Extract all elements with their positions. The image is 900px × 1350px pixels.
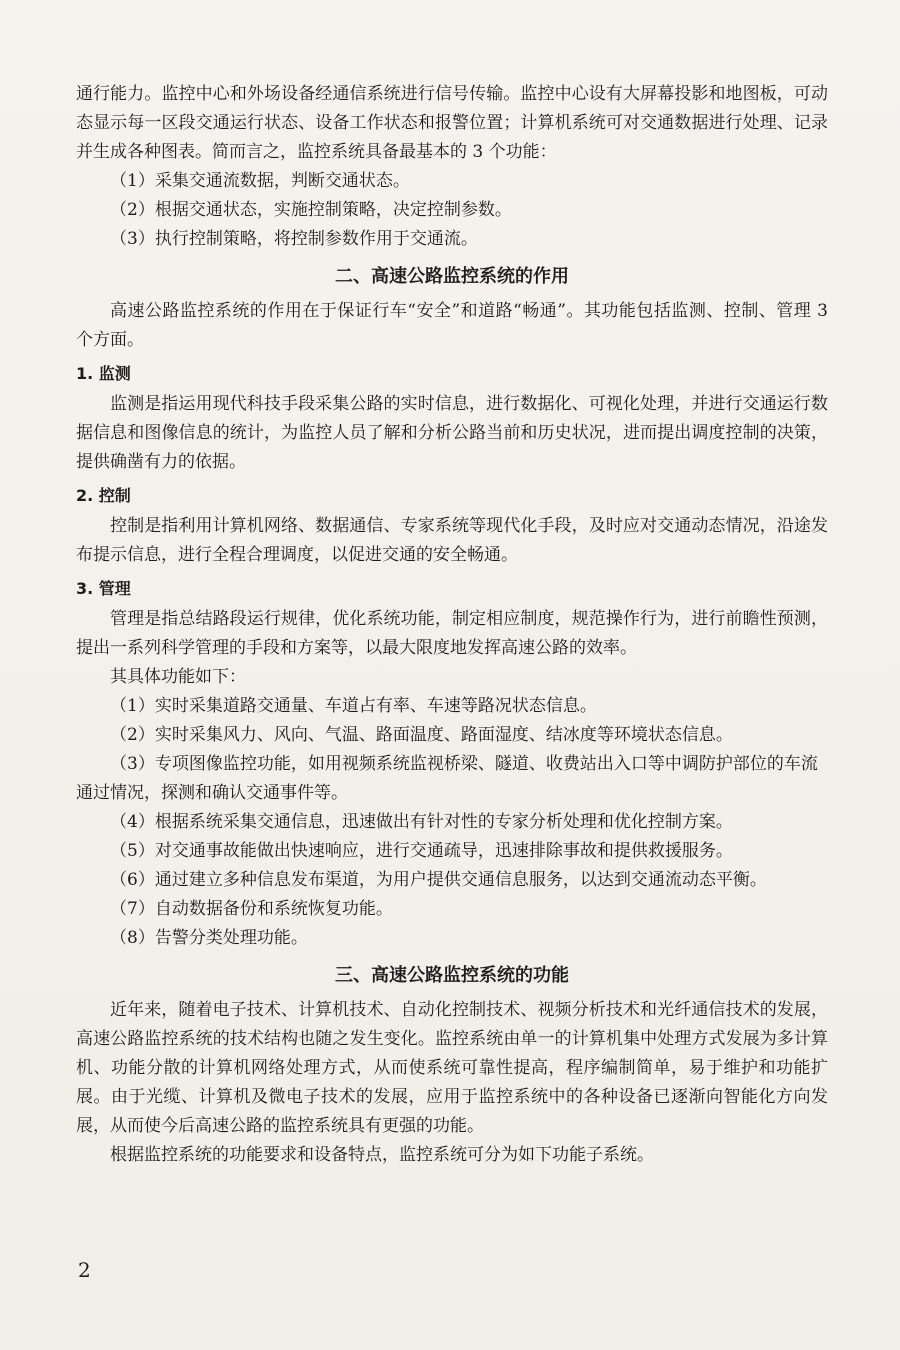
function-item-2: （2）实时采集风力、风向、气温、路面温度、路面湿度、结冰度等环境状态信息。 xyxy=(110,725,733,745)
manage-paragraph: 管理是指总结路段运行规律，优化系统功能，制定相应制度，规范操作行为，进行前瞻性预测，提出一系列科学管理的手段和方案等，以最大限度地发挥高速公路的效率。 xyxy=(76,609,828,658)
section2-title: 二、高速公路监控系统的作用 xyxy=(335,266,569,287)
section3-title: 三、高速公路监控系统的功能 xyxy=(335,965,569,986)
function-item-7: （7）自动数据备份和系统恢复功能。 xyxy=(110,899,393,919)
manage-heading: 3. 管理 xyxy=(76,579,131,598)
section2-paragraph: 高速公路监控系统的作用在于保证行车“安全”和道路“畅通”。其功能包括监测、控制、管理 3 个方面。 xyxy=(76,301,828,350)
function-item-5: （5）对交通事故能做出快速响应，进行交通疏导，迅速排除事故和提供救援服务。 xyxy=(110,841,733,861)
page-number: 2 xyxy=(78,1258,91,1282)
control-paragraph: 控制是指利用计算机网络、数据通信、专家系统等现代化手段，及时应对交通动态情况，沿途发布提示信息，进行全程合理调度，以促进交通的安全畅通。 xyxy=(76,516,828,565)
section3-paragraph-1: 近年来，随着电子技术、计算机技术、自动化控制技术、视频分析技术和光纤通信技术的发展，高速公路监控系统的技术结构也随之发生变化。监控系统由单一的计算机集中处理方式发展为多计算机、功能分散的计算机网络处理方式，从而使系统可靠性提高，程序编制简单，易于维护和功能扩展。由于光缆、计算机及微电子技术的发展，应用于监控系统中的各种设备已逐渐向智能化方向发展，从而使今后高速公路的监控系统具有更强的功能。 xyxy=(76,1000,828,1136)
section3-paragraph-2: 根据监控系统的功能要求和设备特点，监控系统可分为如下功能子系统。 xyxy=(110,1145,654,1165)
intro-item-2: （2）根据交通状态，实施控制策略，决定控制参数。 xyxy=(110,200,512,220)
page-content xyxy=(76,80,828,1170)
function-item-3: （3）专项图像监控功能，如用视频系统监视桥梁、隧道、收费站出入口等中调防护部位的车流通过情况，探测和确认交通事件等。 xyxy=(76,754,818,803)
monitor-heading: 1. 监测 xyxy=(76,364,131,383)
intro-item-3: （3）执行控制策略，将控制参数作用于交通流。 xyxy=(110,229,478,249)
functions-intro: 其具体功能如下： xyxy=(110,667,246,687)
function-item-1: （1）实时采集道路交通量、车道占有率、车速等路况状态信息。 xyxy=(110,696,597,716)
function-item-6: （6）通过建立多种信息发布渠道，为用户提供交通信息服务，以达到交通流动态平衡。 xyxy=(110,870,767,890)
intro-paragraph: 通行能力。监控中心和外场设备经通信系统进行信号传输。监控中心设有大屏幕投影和地图板，可动态显示每一区段交通运行状态、设备工作状态和报警位置；计算机系统可对交通数据进行处理、记录并生成各种图表。简而言之，监控系统具备最基本的 3 个功能： xyxy=(76,84,828,162)
function-item-4: （4）根据系统采集交通信息，迅速做出有针对性的专家分析处理和优化控制方案。 xyxy=(110,812,733,832)
monitor-paragraph: 监测是指运用现代科技手段采集公路的实时信息，进行数据化、可视化处理，并进行交通运行数据信息和图像信息的统计，为监控人员了解和分析公路当前和历史状况，进而提出调度控制的决策，提供确凿有力的依据。 xyxy=(76,394,828,472)
intro-item-1: （1）采集交通流数据，判断交通状态。 xyxy=(110,171,410,191)
function-item-8: （8）告警分类处理功能。 xyxy=(110,928,308,948)
control-heading: 2. 控制 xyxy=(76,486,131,505)
